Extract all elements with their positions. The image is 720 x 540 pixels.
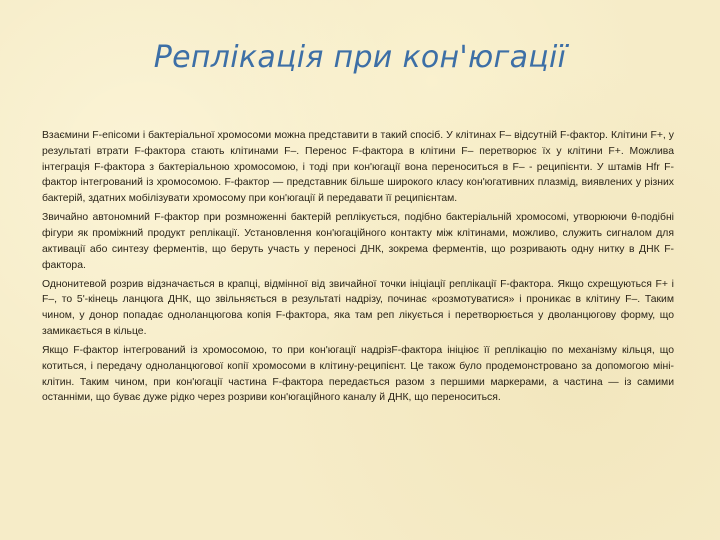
slide-body (42, 128, 674, 409)
paragraph-3: Однонитевой розрив відзначається в крапці, відмінної від звичайної точки ініціації реплікації F-фактора. Якщо схрещуються F+ і F–, то 5'-кінець ланцюга ДНК, що звільняється в результаті надрізу, починає «розмотуватися» і проникає в клітину F–. Таким чином, у донор попадає одноланцюгова копія F-фактора, яка там реп лікується і перетворюється у дволанцюгову форму, що замикається в кільце. (42, 278, 674, 337)
slide-title: Реплікація при кон'югації (153, 40, 567, 75)
paragraph-4: Якщо F-фактор інтегрований із хромосомою, то при кон'югації надрізF-фактора ініціює її реплікацію по механізму кільця, що котиться, і передачу одноланцюгової копії хромосоми в клітину-реципієнт. Це також було продемонстровано за допомогою міні-клітин. Таким чином, при кон'югації частина F-фактора передається разом з першими маркерами, а частина — із самими останніми, що буває дуже рідко через розриви кон'югаційного каналу й ДНК, що переноситься. (42, 344, 674, 404)
paragraph-1: Взаємини F-епісоми і бактеріальної хромосоми можна представити в такий спосіб. У клітинах F– відсутній F-фактор. Клітини F+, у результаті втрати F-фактора стають клітинами F–. Перенос F-фактора в клітини F– перетворює їх у клітини F+. Можлива інтеграція F-фактора з бактеріальною хромосомою, і тоді при кон'югації вона переноситься в F– - реципієнти. У штамів Hfr F-фактор інтегрований із хромосомою. F-фактор — представник більше широкого класу кон'югативних плазмід, виявлених у різних бактерій, здатних мобілізувати хромосому при кон'югації й передавати її реципієнтам. (42, 130, 674, 205)
paragraph-2: Звичайно автономний F-фактор при розмноженні бактерій реплікується, подібно бактеріальній хромосомі, утворюючи θ-подібні фігури як проміжний продукт реплікації. Установлення кон'югаційного контакту між клітинами, можливо, служить сигналом для активації або синтезу ферментів, що беруть участь у переносі ДНК, зокрема ферментів, що розривають одну нитку в ДНК F-фактора. (42, 212, 674, 271)
